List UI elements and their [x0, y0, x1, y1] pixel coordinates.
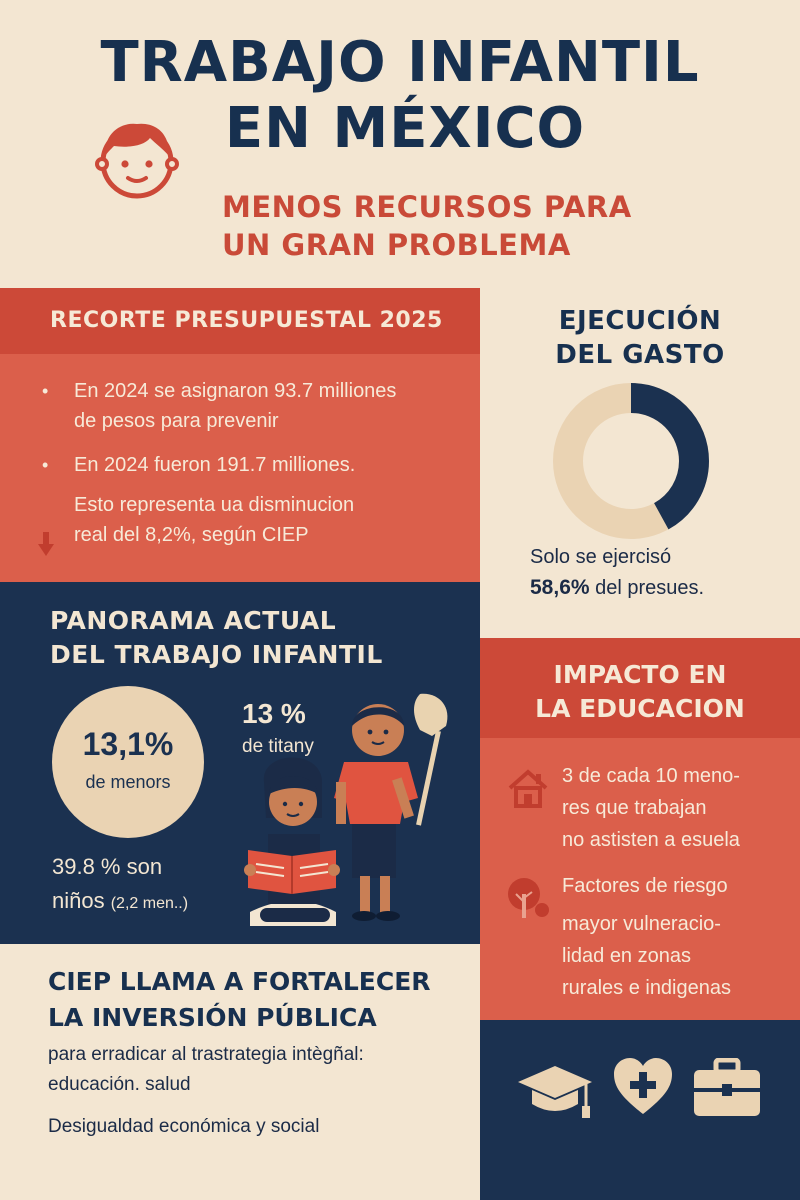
ciep-line-3: Desigualdad económica y social — [48, 1116, 320, 1137]
subtitle-line-2: UN GRAN PROBLEMA — [222, 228, 571, 262]
title-line-1: TRABAJO INFANTIL — [100, 30, 700, 95]
impacto-header — [480, 638, 800, 738]
impacto-item-2-line-4: rurales e indigenas — [562, 977, 731, 999]
stat2-value: 13 % — [242, 698, 306, 729]
tree-icon — [506, 876, 550, 920]
recorte-bullet-1-line-1: • En 2024 se asignaron 93.7 milliones — [74, 380, 397, 402]
graduation-cap-icon — [516, 1060, 594, 1120]
recorte-note-line-1: Esto representa ua disminucion — [74, 494, 355, 516]
ciep-title-line-2: LA INVERSIÓN PÚBLICA — [48, 1003, 377, 1032]
ejecucion-value: 58,6% — [530, 576, 590, 599]
impacto-item-2 — [562, 870, 731, 1004]
ejecucion-title-line-1: EJECUCIÓN — [558, 306, 722, 336]
ciep-line-2: educación. salud — [48, 1074, 191, 1095]
panorama-title-line-2: DEL TRABAJO INFANTIL — [50, 640, 383, 669]
heart-plus-icon — [612, 1056, 674, 1118]
subtitle — [222, 188, 632, 264]
recorte-note-line-2: real del 8,2%, según CIEP — [74, 524, 309, 546]
stat-circle-label: de menors — [85, 772, 171, 792]
ejecucion-text-1: Solo se ejercisó — [530, 546, 672, 568]
panorama-title — [50, 604, 383, 672]
recorte-body — [0, 354, 480, 582]
recorte-bullet-2 — [50, 450, 355, 480]
ciep-title-line-1: CIEP LLAMA A FORTALECER — [48, 967, 431, 996]
impacto-item-1 — [562, 760, 740, 856]
impacto-item-1-line-3: no astisten a esuela — [562, 829, 740, 851]
stat2-label: de titany — [242, 736, 314, 757]
impacto-item-2-line-1: Factores de riesgo — [562, 875, 728, 897]
down-arrow-icon — [38, 532, 54, 556]
recorte-note — [74, 490, 354, 550]
impacto-item-1-line-2: res que trabajan — [562, 797, 707, 819]
stat-circle — [52, 686, 204, 838]
ejecucion-text-2 — [530, 576, 704, 600]
impacto-item-2-line-3: lidad en zonas — [562, 945, 691, 967]
boy-figure — [334, 694, 447, 921]
impacto-title-line-1: IMPACTO EN — [553, 660, 727, 689]
ciep-title — [48, 964, 431, 1036]
house-icon — [506, 766, 550, 810]
impacto-title-line-2: LA EDUCACION — [535, 694, 745, 723]
subtitle-line-1: MENOS RECURSOS PARA — [222, 190, 632, 224]
stat3-line-2 — [52, 888, 188, 914]
briefcase-icon — [692, 1058, 762, 1118]
donut-chart — [553, 383, 709, 539]
impacto-title — [480, 658, 800, 726]
stat-circle-value: 13,1% — [82, 726, 174, 762]
children-illustration — [240, 690, 470, 926]
ciep-line-1: para erradicar al trastrategia intègñal: — [48, 1044, 364, 1065]
stat3-small: (2,2 men..) — [110, 895, 189, 912]
impacto-item-2-line-2: mayor vulneracio- — [562, 913, 721, 935]
impacto-body — [480, 738, 800, 1020]
ejecucion-title-line-2: DEL GASTO — [555, 340, 725, 370]
icons-panel — [480, 1020, 800, 1200]
stat3-main: niños — [52, 888, 105, 913]
recorte-title: RECORTE PRESUPUESTAL 2025 — [50, 308, 443, 333]
child-face-icon — [94, 114, 180, 204]
recorte-bullet-1 — [50, 376, 396, 436]
title-line-2: EN MÉXICO — [224, 96, 586, 161]
recorte-bullet-2-text: • En 2024 fueron 191.7 milliones. — [74, 454, 356, 476]
ejecucion-rest: del presues. — [589, 577, 705, 599]
recorte-header — [0, 288, 480, 354]
impacto-item-1-line-1: 3 de cada 10 meno- — [562, 765, 740, 787]
ejecucion-title — [480, 304, 800, 372]
recorte-bullet-1-line-2: de pesos para prevenir — [74, 410, 279, 432]
panorama-title-line-1: PANORAMA ACTUAL — [50, 606, 337, 635]
panorama-section — [0, 582, 480, 944]
girl-figure — [244, 758, 340, 927]
stat3-line-1: 39.8 % son — [52, 854, 163, 879]
